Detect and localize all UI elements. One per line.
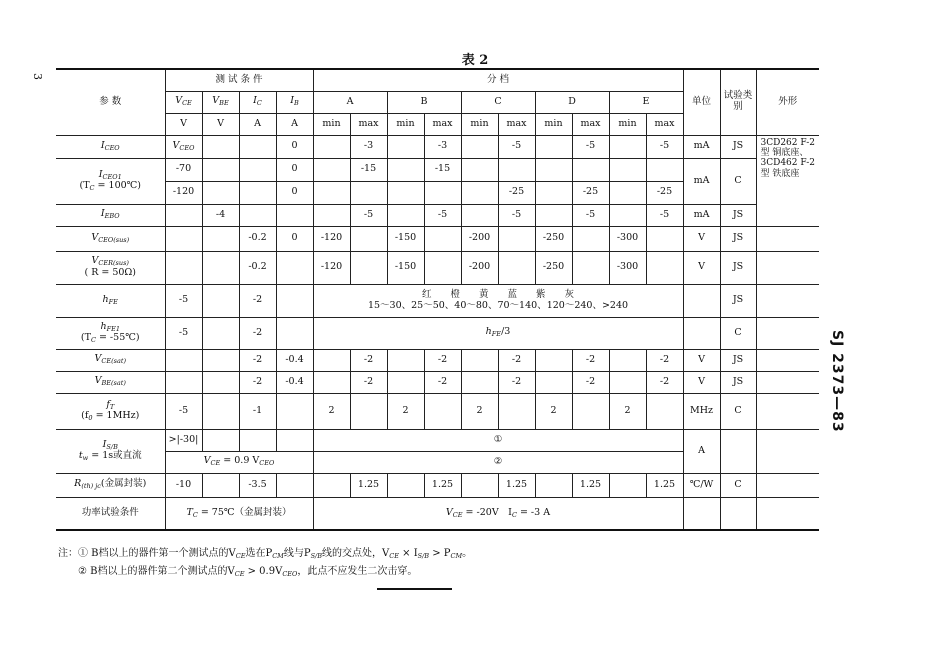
cond-vce: $V_{CE}$ (165, 91, 202, 113)
param-vcesat: $V_{CE(sat)}$ (56, 349, 165, 371)
unit-v2: V (202, 113, 239, 135)
param-ft: $f_T$ $(f_0 = 1MHz)$ (56, 393, 165, 429)
param-vbesat: $V_{BE(sat)}$ (56, 371, 165, 393)
max-label: max (424, 113, 461, 135)
header-param: 参 数 (56, 69, 165, 135)
grade-a: A (313, 91, 387, 113)
appearance-text: 3CD262 F-2型 铜底座、 3CD462 F-2型 铁底座 (756, 135, 819, 226)
table-row: $I_{CEO1}$ ($T_C$ = 100℃) -70 0 -15 -15 mA C (56, 158, 819, 181)
min-label: min (535, 113, 572, 135)
parameter-table (56, 68, 819, 531)
note-2: ② B档以上的器件第二个测试点的$V_{CE} > 0.9V_{CEO}$，此点不应发生二次击穿。 (78, 566, 418, 578)
min-label: min (387, 113, 424, 135)
param-vceo: $V_{CEO(sus)}$ (56, 226, 165, 251)
unit-v1: V (165, 113, 202, 135)
min-label: min (609, 113, 646, 135)
max-label: max (646, 113, 683, 135)
max-label: max (572, 113, 609, 135)
param-isb: $I_{S/B}$ $t_w = 1s$或直流 (56, 429, 165, 473)
min-label: min (313, 113, 350, 135)
grade-c: C (461, 91, 535, 113)
table-row: 功率试验条件 $T_C$ = 75℃（金属封装） $V_{CE} = -20V$ $I_C = -3$ A (56, 497, 819, 530)
table-row: $V_{CE} = 0.9$ $V_{CEO}$ ② (56, 451, 819, 473)
param-hfe1: $h_{FE1}$ ($T_C$ = -55℃) (56, 317, 165, 349)
header-appearance: 外形 (756, 69, 819, 135)
param-rth: $R_{(th) jc}$(金属封装) (56, 473, 165, 497)
end-rule (377, 588, 452, 590)
param-iceo1: $I_{CEO1}$ ($T_C$ = 100℃) (56, 158, 165, 204)
grade-e: E (609, 91, 683, 113)
param-iebo: $I_{EBO}$ (56, 204, 165, 226)
page-number: 3 (31, 73, 44, 80)
standard-code: SJ 2373—83 (829, 330, 845, 433)
unit-a1: A (239, 113, 276, 135)
cond-ib: $I_B$ (276, 91, 313, 113)
hfe1-value: $h_{FE}/3$ (313, 317, 683, 349)
power-test-label: 功率试验条件 (56, 497, 165, 530)
header-test-conditions: 测 试 条 件 (165, 69, 313, 91)
table-row: $f_T$ $(f_0 = 1MHz)$ -5 -1 2 2 2 2 2 MHz C (56, 393, 819, 429)
param-hfe: $h_{FE}$ (56, 284, 165, 317)
table-row: $R_{(th) jc}$(金属封装) -10 -3.5 1.25 1.25 1.25 1.25 1.25 ℃/W C (56, 473, 819, 497)
min-label: min (461, 113, 498, 135)
table-row: $V_{CE(sat)}$ -2 -0.4 -2 -2 -2 -2 -2 V JS (56, 349, 819, 371)
header-grades: 分 档 (313, 69, 683, 91)
cond-ic: $I_C$ (239, 91, 276, 113)
table-row: $I_{CEO}$ $V_{CEO}$ 0 -3 -3 -5 -5 -5 mA JS 3CD262 F-2型 铜底座、 3CD462 F-2型 铁底座 (56, 135, 819, 158)
header-unit: 单位 (683, 69, 720, 135)
table-row: $h_{FE}$ -5 -2 红 橙 黄 蓝 紫 灰 15～30、25～50、40～80、70～140、120～240、>240 JS (56, 284, 819, 317)
unit-a2: A (276, 113, 313, 135)
table-row: $V_{CER(sus)}$ ( R = 50Ω) -0.2 -120 -150 -200 -250 -300 V JS (56, 251, 819, 284)
table-row: $h_{FE1}$ ($T_C$ = -55℃) -5 -2 $h_{FE}/3$ C (56, 317, 819, 349)
note-1: 注：① B档以上的器件第一个测试点的$V_{CE}$选在$P_{CM}$线与$P_{S/B}$线的交点处，$V_{CE} \times I_{S/B} > P_{CM}$。 (58, 548, 473, 560)
isb-mark-1: ① (313, 429, 683, 451)
table-title: 表 2 (461, 53, 489, 68)
table-row: $V_{BE(sat)}$ -2 -0.4 -2 -2 -2 -2 -2 V JS (56, 371, 819, 393)
table-row: $I_{S/B}$ $t_w = 1s$或直流 >|-30| ① A (56, 429, 819, 451)
hfe-grades: 红 橙 黄 蓝 紫 灰 15～30、25～50、40～80、70～140、120～240、>240 (313, 284, 683, 317)
table-row: -120 0 -25 -25 -25 (56, 181, 819, 204)
max-label: max (350, 113, 387, 135)
max-label: max (498, 113, 535, 135)
param-iceo: $I_{CEO}$ (56, 135, 165, 158)
table-row: $V_{CEO(sus)}$ -0.2 0 -120 -150 -200 -250 -300 V JS (56, 226, 819, 251)
param-vcer: $V_{CER(sus)}$ ( R = 50Ω) (56, 251, 165, 284)
grade-b: B (387, 91, 461, 113)
cond-vbe: $V_{BE}$ (202, 91, 239, 113)
isb-mark-2: ② (313, 451, 683, 473)
grade-d: D (535, 91, 609, 113)
header-test-class: 试验类别 (720, 69, 756, 135)
table-row: $I_{EBO}$ -4 -5 -5 -5 -5 -5 mA JS (56, 204, 819, 226)
